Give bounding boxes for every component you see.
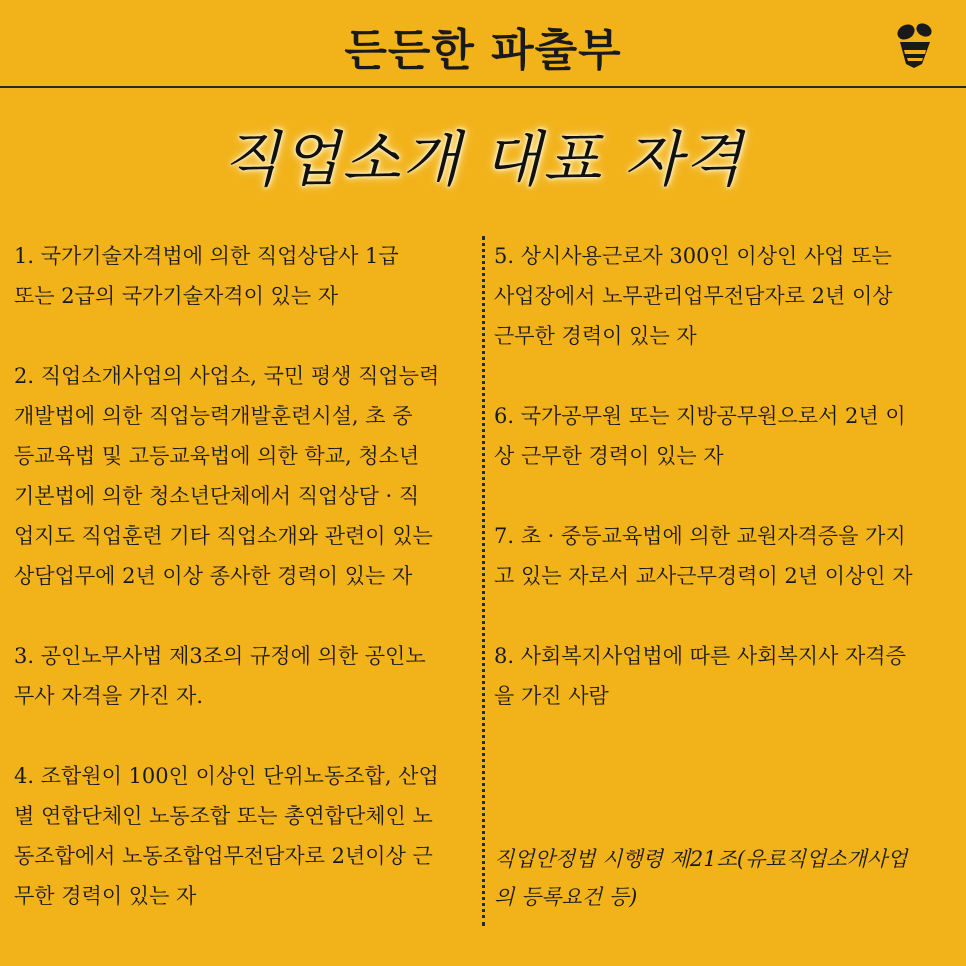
right-column	[494, 236, 954, 716]
qualification-item-3: 3. 공인노무사법 제3조의 규정에 의한 공인노 무사 자격을 가진 자.	[14, 644, 426, 708]
qualification-item-7: 7. 초 · 중등교육법에 의한 교원자격증을 가지 고 있는 자로서 교사근무경력이 2년 이상인 자	[494, 524, 913, 588]
brand-logo: 든든한 파출부	[344, 25, 622, 76]
left-column	[14, 236, 474, 916]
legal-source-note: 직업안정법 시행령 제21조(유료직업소개사업 의 등록요건 등)	[494, 847, 908, 909]
qualification-item-6: 6. 국가공무원 또는 지방공무원으로서 2년 이 상 근무한 경력이 있는 자	[494, 404, 906, 468]
qualification-item-4: 4. 조합원이 100인 이상인 단위노동조합, 산업 별 연합단체인 노동조합 또는 총연합단체인 노 동조합에서 노동조합업무전담자로 2년이상 근 무한 경력이 있는 자	[14, 764, 439, 908]
column-divider	[482, 236, 485, 926]
page-title: 직업소개 대표 자격	[222, 125, 744, 195]
qualification-item-1: 1. 국가기술자격법에 의한 직업상담사 1급 또는 2급의 국가기술자격이 있는 자	[14, 244, 399, 308]
header	[0, 0, 966, 88]
qualification-item-5: 5. 상시사용근로자 300인 이상인 사업 또는 사업장에서 노무관리업무전담자로 2년 이상 근무한 경력이 있는 자	[494, 244, 893, 348]
bee-icon	[892, 18, 938, 70]
qualification-item-8: 8. 사회복지사업법에 따른 사회복지사 자격증 을 가진 사람	[494, 644, 906, 708]
qualification-item-2: 2. 직업소개사업의 사업소, 국민 평생 직업능력 개발법에 의한 직업능력개발훈련시설, 초 중 등교육법 및 고등교육법에 의한 학교, 청소년 기본법에 의한 청소년단체에서 직업상담 · 직 업지도 직업훈련 기타 직업소개와 관련이 있는 상담업무에 2년 이상 종사한 경력이 있는 자	[14, 364, 440, 588]
